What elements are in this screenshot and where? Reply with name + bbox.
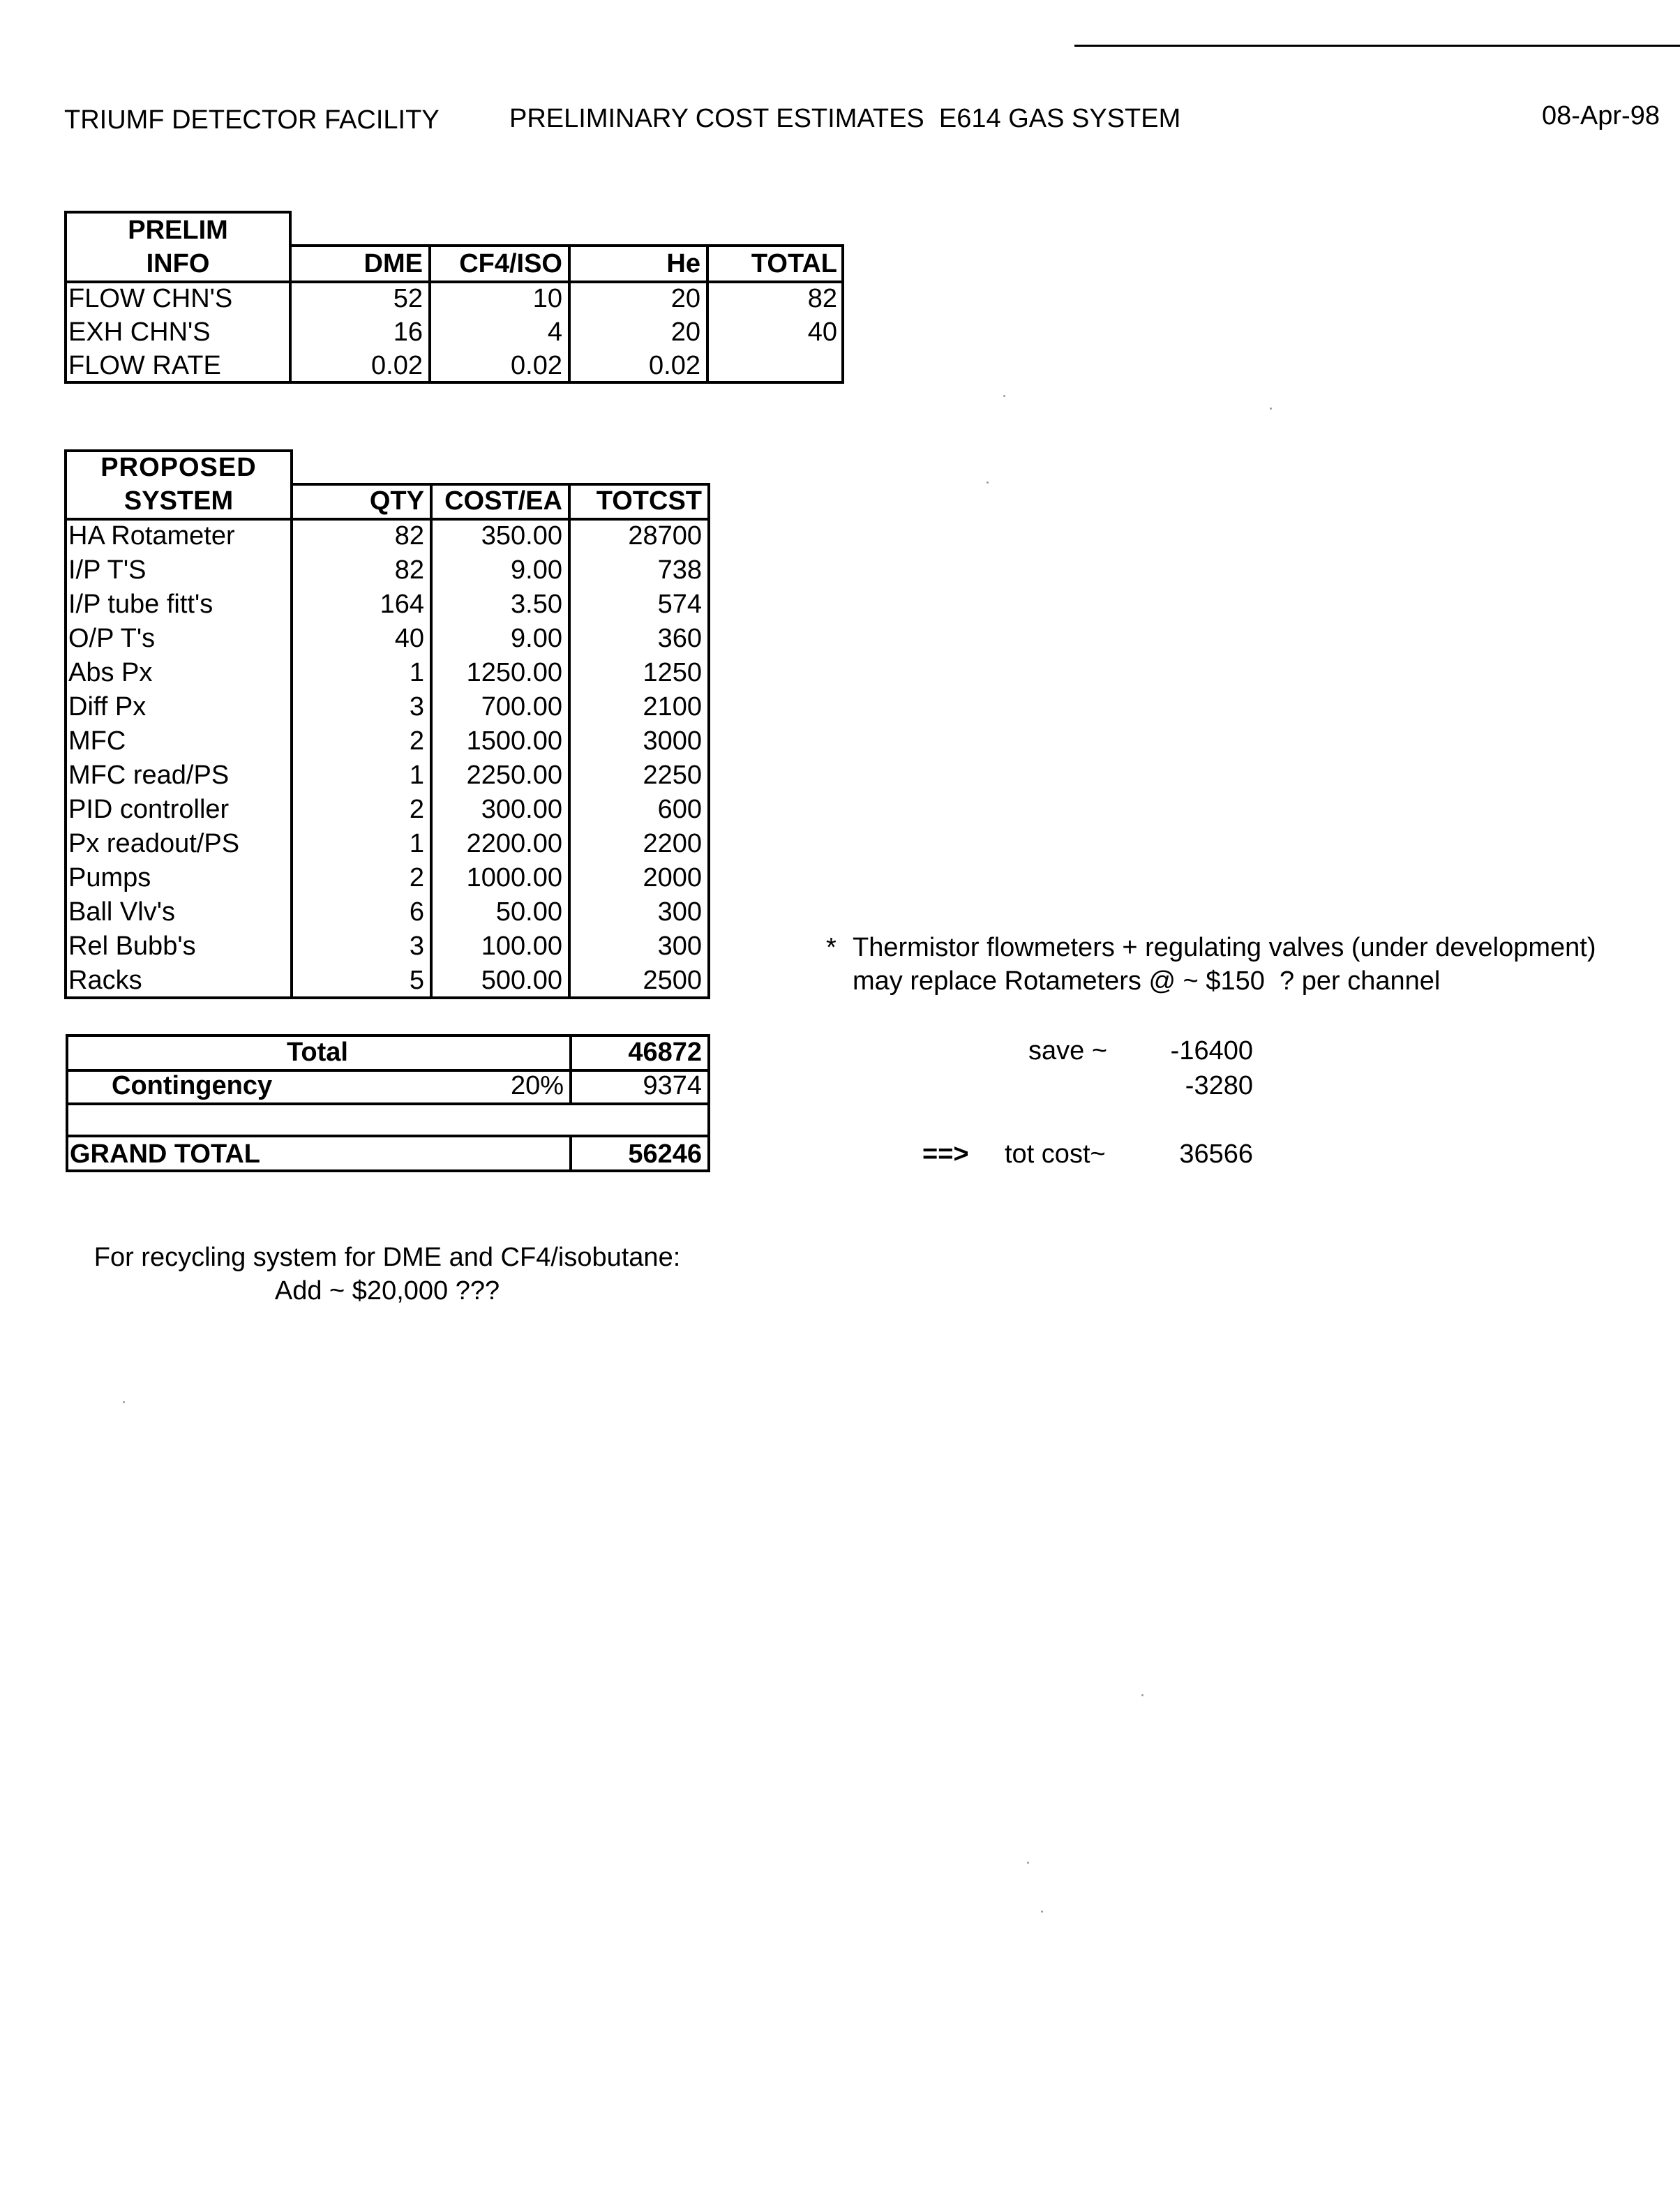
cell-cf4iso: 0.02 bbox=[511, 351, 562, 380]
cell-cf4iso: 4 bbox=[547, 317, 562, 347]
scan-speck bbox=[1270, 408, 1272, 410]
tot-cost-label: tot cost~ bbox=[1005, 1139, 1106, 1169]
row-label: FLOW RATE bbox=[68, 351, 221, 380]
row-label: EXH CHN'S bbox=[68, 317, 211, 347]
cell-dme: 0.02 bbox=[371, 351, 423, 380]
row-label: FLOW CHN'S bbox=[68, 284, 233, 313]
item-qty: 3 bbox=[409, 692, 424, 722]
item-qty: 82 bbox=[394, 555, 424, 585]
prelim-col-cf4iso: CF4/ISO bbox=[459, 249, 562, 278]
item-qty: 2 bbox=[409, 726, 424, 756]
cell-cf4iso: 10 bbox=[532, 284, 562, 313]
note-line2: may replace Rotameters @ ~ $150 ? per channel bbox=[853, 966, 1441, 996]
scan-speck bbox=[1027, 1862, 1029, 1864]
proposed-col-cost-each: COST/EA bbox=[444, 486, 562, 516]
cell-dme: 16 bbox=[393, 317, 423, 347]
cell-he: 20 bbox=[670, 317, 700, 347]
item-total-cost: 3000 bbox=[643, 726, 702, 756]
item-label: PID controller bbox=[68, 795, 230, 824]
item-cost-each: 100.00 bbox=[481, 932, 562, 961]
item-total-cost: 300 bbox=[657, 897, 702, 927]
contingency-label: Contingency bbox=[112, 1071, 273, 1100]
prelim-title-line1: PRELIM bbox=[128, 216, 228, 245]
save-value-1: -16400 bbox=[1170, 1036, 1253, 1066]
item-qty: 1 bbox=[409, 658, 424, 687]
contingency-percent: 20% bbox=[510, 1071, 564, 1100]
item-cost-each: 9.00 bbox=[511, 555, 562, 585]
item-cost-each: 2250.00 bbox=[466, 761, 562, 790]
item-cost-each: 2200.00 bbox=[466, 829, 562, 858]
cell-total: 82 bbox=[807, 284, 837, 313]
item-label: Pumps bbox=[68, 863, 151, 892]
recycling-line1: For recycling system for DME and CF4/isobutane: bbox=[93, 1243, 681, 1272]
item-qty: 82 bbox=[394, 521, 424, 551]
scan-speck bbox=[1041, 1911, 1043, 1913]
item-total-cost: 300 bbox=[657, 932, 702, 961]
item-label: O/P T's bbox=[68, 624, 156, 653]
arrow-indicator: ==> bbox=[922, 1139, 969, 1169]
item-total-cost: 360 bbox=[657, 624, 702, 653]
item-cost-each: 50.00 bbox=[495, 897, 562, 927]
prelim-col-total: TOTAL bbox=[751, 249, 837, 278]
proposed-col-total-cost: TOTCST bbox=[596, 486, 702, 516]
item-label: I/P T'S bbox=[68, 555, 147, 585]
item-qty: 6 bbox=[409, 897, 424, 927]
item-label: Ball Vlv's bbox=[68, 897, 175, 927]
item-qty: 5 bbox=[409, 966, 424, 995]
note-bullet: * bbox=[826, 933, 837, 962]
item-label: I/P tube fitt's bbox=[68, 590, 213, 619]
item-qty: 1 bbox=[409, 829, 424, 858]
item-cost-each: 350.00 bbox=[481, 521, 562, 551]
item-cost-each: 700.00 bbox=[481, 692, 562, 722]
item-cost-each: 300.00 bbox=[481, 795, 562, 824]
item-cost-each: 1500.00 bbox=[466, 726, 562, 756]
recycling-line2: Add ~ $20,000 ??? bbox=[274, 1276, 500, 1306]
contingency-value: 9374 bbox=[643, 1071, 702, 1100]
cell-he: 0.02 bbox=[649, 351, 700, 380]
proposed-col-qty: QTY bbox=[369, 486, 424, 516]
item-qty: 164 bbox=[380, 590, 424, 619]
item-label: MFC bbox=[68, 726, 126, 756]
document-date: 08-Apr-98 bbox=[1542, 101, 1660, 130]
item-total-cost: 2500 bbox=[643, 966, 702, 995]
item-total-cost: 2000 bbox=[643, 863, 702, 892]
scan-speck bbox=[123, 1401, 125, 1403]
item-label: Abs Px bbox=[68, 658, 153, 687]
item-total-cost: 1250 bbox=[643, 658, 702, 687]
item-total-cost: 2200 bbox=[643, 829, 702, 858]
item-label: Diff Px bbox=[68, 692, 147, 722]
item-qty: 2 bbox=[409, 795, 424, 824]
scan-speck bbox=[1141, 1694, 1143, 1696]
item-cost-each: 9.00 bbox=[511, 624, 562, 653]
proposed-title-line1: PROPOSED bbox=[100, 453, 257, 482]
prelim-col-dme: DME bbox=[363, 249, 423, 278]
total-value: 46872 bbox=[628, 1038, 702, 1067]
note-line1: Thermistor flowmeters + regulating valves (under development) bbox=[853, 933, 1596, 962]
item-cost-each: 500.00 bbox=[481, 966, 562, 995]
item-cost-each: 1250.00 bbox=[466, 658, 562, 687]
item-total-cost: 738 bbox=[657, 555, 702, 585]
item-qty: 1 bbox=[409, 761, 424, 790]
grand-total-value: 56246 bbox=[628, 1139, 702, 1169]
scan-speck bbox=[987, 481, 989, 484]
proposed-title-line2: SYSTEM bbox=[123, 486, 234, 516]
facility-name: TRIUMF DETECTOR FACILITY bbox=[64, 105, 440, 135]
document-title: PRELIMINARY COST ESTIMATES E614 GAS SYSTEM bbox=[509, 104, 1181, 133]
item-total-cost: 28700 bbox=[628, 521, 702, 551]
item-cost-each: 3.50 bbox=[511, 590, 562, 619]
item-total-cost: 600 bbox=[657, 795, 702, 824]
item-qty: 40 bbox=[394, 624, 424, 653]
prelim-title-line2: INFO bbox=[146, 249, 210, 278]
save-label: save ~ bbox=[1028, 1036, 1108, 1066]
prelim-col-he: He bbox=[666, 249, 700, 278]
item-total-cost: 2250 bbox=[643, 761, 702, 790]
grand-total-label: GRAND TOTAL bbox=[70, 1139, 261, 1169]
item-qty: 3 bbox=[409, 932, 424, 961]
cell-he: 20 bbox=[670, 284, 700, 313]
save-value-2: -3280 bbox=[1185, 1071, 1253, 1100]
top-rule bbox=[1074, 45, 1680, 47]
item-label: Racks bbox=[68, 966, 142, 995]
tot-cost-value: 36566 bbox=[1179, 1139, 1253, 1169]
item-cost-each: 1000.00 bbox=[466, 863, 562, 892]
total-label: Total bbox=[287, 1038, 348, 1067]
item-label: MFC read/PS bbox=[68, 761, 230, 790]
cell-dme: 52 bbox=[393, 284, 423, 313]
cell-total: 40 bbox=[807, 317, 837, 347]
scan-speck bbox=[1003, 395, 1005, 397]
item-qty: 2 bbox=[409, 863, 424, 892]
item-label: Px readout/PS bbox=[68, 829, 240, 858]
item-label: Rel Bubb's bbox=[68, 932, 196, 961]
item-total-cost: 574 bbox=[657, 590, 702, 619]
item-total-cost: 2100 bbox=[643, 692, 702, 722]
item-label: HA Rotameter bbox=[68, 521, 235, 551]
